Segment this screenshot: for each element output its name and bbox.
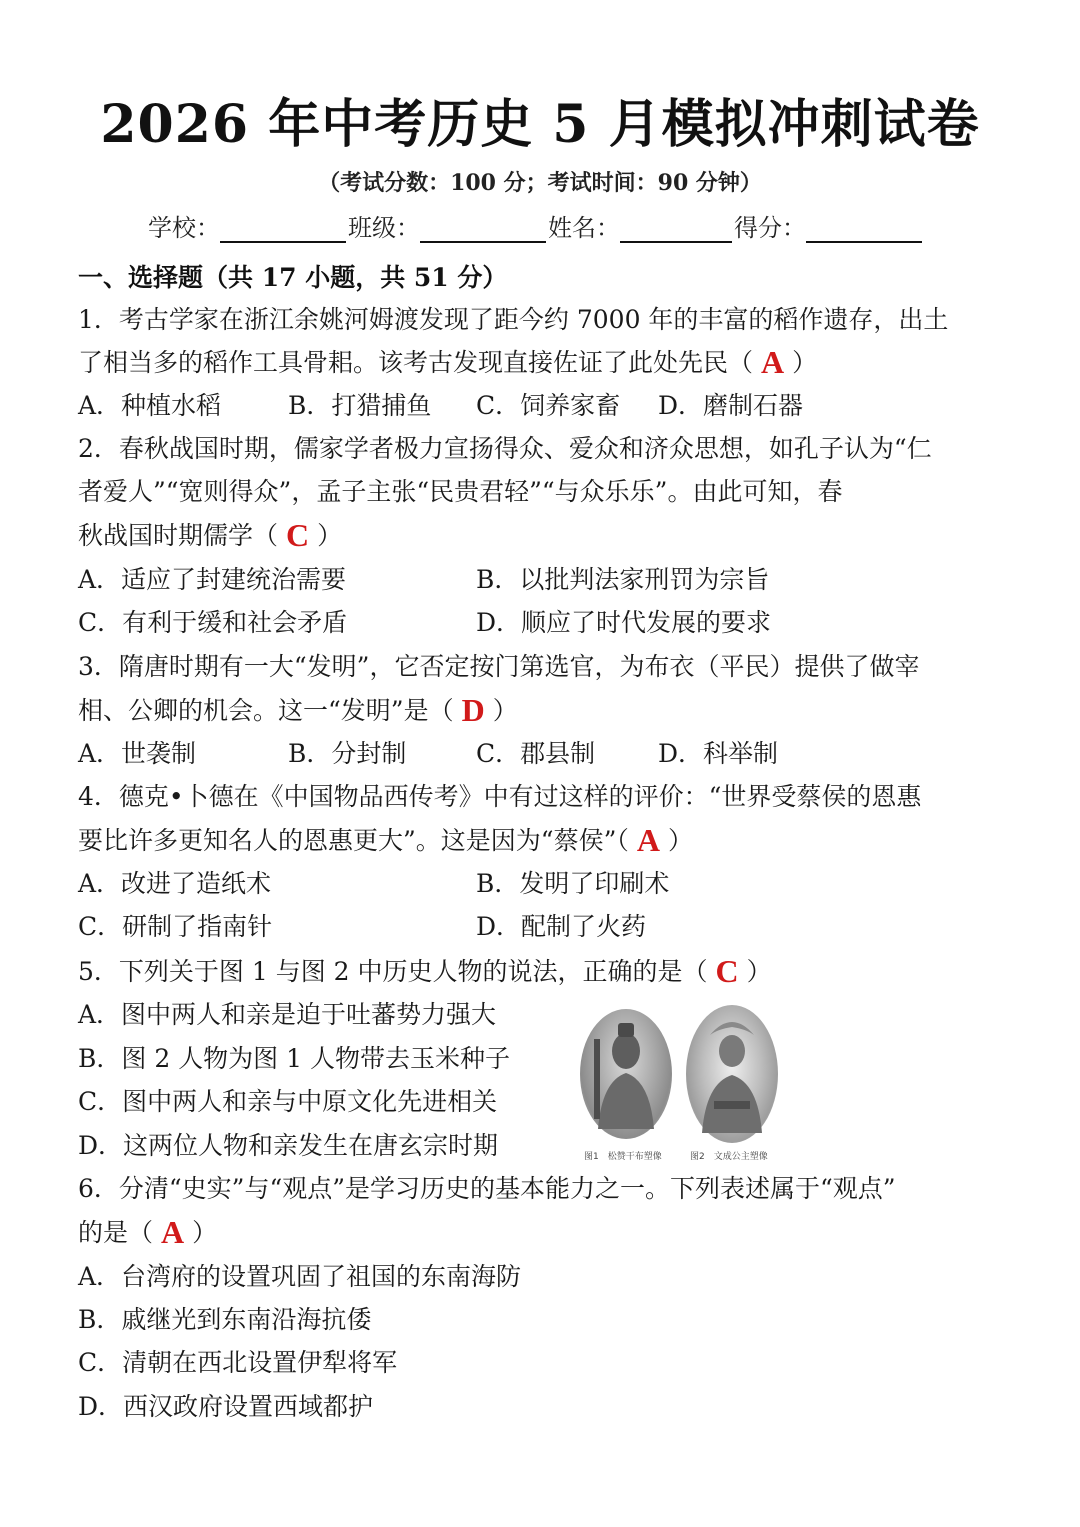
school-blank[interactable] <box>220 215 346 243</box>
answer-mark: A <box>761 344 785 380</box>
option-b[interactable]: B．分封制 <box>288 739 407 768</box>
option-a[interactable]: A．改进了造纸术 <box>78 869 272 898</box>
option-d[interactable]: D．磨制石器 <box>658 391 804 420</box>
option-a[interactable]: A．台湾府的设置巩固了祖国的东南海防 <box>78 1262 522 1291</box>
statue-silhouette-icon <box>686 1005 778 1143</box>
school-label: 学校： <box>148 214 220 242</box>
option-d[interactable]: D．顺应了时代发展的要求 <box>476 608 772 637</box>
option-a[interactable]: A．世袭制 <box>78 739 197 768</box>
question-text-line: 者爱人”“宽则得众”，孟子主张“民贵君轻”“与众乐乐”。由此可知，春 <box>78 477 843 506</box>
question-text-line: 3．隋唐时期有一大“发明”，它否定按门第选官，为布衣（平民）提供了做宰 <box>78 652 920 681</box>
option-b[interactable]: B．发明了印刷术 <box>476 869 670 898</box>
answer-mark: A <box>161 1214 185 1250</box>
exam-subtitle: （考试分数：100 分；考试时间：90 分钟） <box>318 170 762 196</box>
option-b[interactable]: B．图 2 人物为图 1 人物带去玉米种子 <box>78 1044 510 1073</box>
question-text-line: 的是（ A ） <box>78 1214 218 1250</box>
question-text-line: 要比许多更知名人的恩惠更大”。这是因为“蔡侯”（ A ） <box>78 822 693 858</box>
figure-1-caption: 图1 松赞干布塑像 <box>584 1152 662 1162</box>
question-text-line: 秋战国时期儒学（ C ） <box>78 517 343 553</box>
score-blank[interactable] <box>806 215 922 243</box>
figure-2-caption: 图2 文成公主塑像 <box>690 1152 768 1162</box>
option-b[interactable]: B．戚继光到东南沿海抗倭 <box>78 1305 372 1334</box>
option-c[interactable]: C．清朝在西北设置伊犁将军 <box>78 1348 398 1377</box>
option-c[interactable]: C．研制了指南针 <box>78 912 273 941</box>
princess-wencheng-portrait <box>686 1005 778 1143</box>
option-d[interactable]: D．西汉政府设置西域都护 <box>78 1392 374 1421</box>
name-blank[interactable] <box>620 215 732 243</box>
question-text-line: 2．春秋战国时期，儒家学者极力宣扬得众、爱众和济众思想，如孔子认为“仁 <box>78 434 932 463</box>
question-text-line: 相、公卿的机会。这一“发明”是（ D ） <box>78 692 518 728</box>
option-c[interactable]: C．有利于缓和社会矛盾 <box>78 608 348 637</box>
question-text-line: 5．下列关于图 1 与图 2 中历史人物的说法，正确的是（ C ） <box>78 953 772 989</box>
answer-mark: C <box>286 517 310 553</box>
option-d[interactable]: D．这两位人物和亲发生在唐玄宗时期 <box>78 1131 499 1160</box>
option-a[interactable]: A．种植水稻 <box>78 391 222 420</box>
class-blank[interactable] <box>420 215 546 243</box>
answer-mark: C <box>715 953 739 989</box>
answer-mark: A <box>636 822 660 858</box>
option-d[interactable]: D．科举制 <box>658 739 779 768</box>
class-label: 班级： <box>348 214 420 242</box>
option-a[interactable]: A．适应了封建统治需要 <box>78 565 347 594</box>
question-text-line: 4．德克•卜德在《中国物品西传考》中有过这样的评价：“世界受蔡侯的恩惠 <box>78 782 922 811</box>
statue-silhouette-icon <box>580 1009 672 1139</box>
question-text-line: 了相当多的稻作工具骨耜。该考古发现直接佐证了此处先民（ A ） <box>78 344 818 380</box>
option-a[interactable]: A．图中两人和亲是迫于吐蕃势力强大 <box>78 1000 497 1029</box>
option-c[interactable]: C．郡县制 <box>476 739 596 768</box>
option-c[interactable]: C．饲养家畜 <box>476 391 621 420</box>
option-b[interactable]: B．打猎捕鱼 <box>288 391 432 420</box>
portrait-figures <box>576 1005 782 1160</box>
option-d[interactable]: D．配制了火药 <box>476 912 647 941</box>
question-text-line: 6．分清“史实”与“观点”是学习历史的基本能力之一。下列表述属于“观点” <box>78 1174 896 1203</box>
songtsen-gampo-portrait <box>580 1009 672 1139</box>
score-label: 得分： <box>734 214 806 242</box>
exam-title: 2026 年中考历史 5 月模拟冲刺试卷 <box>100 94 980 155</box>
option-c[interactable]: C．图中两人和亲与中原文化先进相关 <box>78 1087 498 1116</box>
question-text-line: 1．考古学家在浙江余姚河姆渡发现了距今约 7000 年的丰富的稻作遗存，出土 <box>78 305 949 334</box>
option-b[interactable]: B．以批判法家刑罚为宗旨 <box>476 565 770 594</box>
section-title: 一、选择题（共 17 小题，共 51 分） <box>78 263 508 292</box>
name-label: 姓名： <box>548 214 620 242</box>
answer-mark: D <box>461 692 485 728</box>
student-info-row <box>148 208 948 244</box>
